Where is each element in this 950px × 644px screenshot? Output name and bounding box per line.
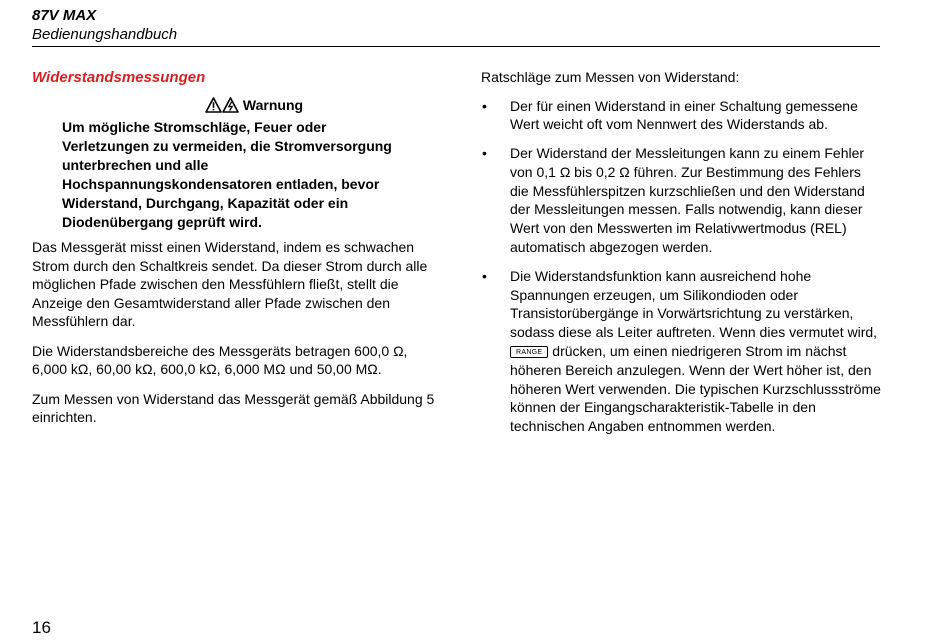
- list-item: [481, 97, 881, 135]
- left-column: [32, 68, 442, 438]
- page-header: [32, 6, 880, 44]
- tips-list: [481, 97, 881, 437]
- bullet: •: [482, 267, 487, 284]
- electric-shock-triangle-icon: [222, 97, 239, 113]
- tips-intro: Ratschläge zum Messen von Widerstand:: [481, 69, 740, 85]
- tip-text: Der für einen Widerstand in einer Schaltung gemessene Wert weicht oft vom Nennwert des Widerstands ab.: [510, 97, 858, 133]
- paragraph-ranges: Die Widerstandsbereiche des Messgeräts betragen 600,0 Ω, 6,000 kΩ, 60,00 kΩ, 600,0 kΩ, 6,000 MΩ und 50,00 MΩ.: [32, 342, 408, 377]
- warning-text: Um mögliche Stromschläge, Feuer oder Verletzungen zu vermeiden, die Stromversorgung unterbrechen und alle Hochspannungskondensatoren entladen, bevor Widerstand, Durchgang, Kapazität oder ein Diodenübergang geprüft wird.: [62, 119, 392, 230]
- header-divider: [32, 46, 880, 47]
- tip-text-before-key: Die Widerstandsfunktion kann ausreichend hohe Spannungen erzeugen, um Silikondioden oder Transistorübergänge in Vorwärtsrichtung zu verstärken, sodass diese als Leiter auftreten. Wenn dies vermutet wird,: [510, 267, 878, 341]
- range-key-icon: RANGE: [510, 346, 548, 358]
- warning-icons: [205, 97, 239, 113]
- list-item: [481, 144, 881, 257]
- bullet: •: [482, 145, 487, 162]
- model-title: 87V MAX: [32, 7, 97, 24]
- paragraph-setup: Zum Messen von Widerstand das Messgerät gemäß Abbildung 5 einrichten.: [32, 390, 435, 425]
- manual-title: Bedienungshandbuch: [32, 26, 178, 43]
- tip-text: Der Widerstand der Messleitungen kann zu einem Fehler von 0,1 Ω bis 0,2 Ω führen. Zur Bestimmung des Fehlers die Messfühlerspitzen kurzschließen und den Widerstand der Messleitungen messen. Falls notwendig, kann dieser Wert von den Messwerten im Relativwertmodus (REL) automatisch abgezogen werden.: [510, 145, 865, 256]
- paragraph-measurement-principle: Das Messgerät misst einen Widerstand, indem es schwachen Strom durch den Schaltkreis sendet. Da dieser Strom durch alle möglichen Pfade zwischen den Messfühlern fließt, stellt die Anzeige den Gesamtwiderstand aller Pfade zwischen den Messfühlern dar.: [32, 239, 428, 329]
- list-item: [481, 267, 881, 436]
- warning-label: Warnung: [242, 97, 304, 113]
- bullet: •: [482, 97, 487, 114]
- page-number: 16: [32, 618, 51, 637]
- warning-triangle-icon: [205, 97, 222, 113]
- tip-text-after-key: drücken, um einen niedrigeren Strom im nächst höheren Bereich anzulegen. Wenn der Wert höher ist, den höheren Wert verwenden. Die typischen Kurzschlussströme können der Eingangscharakteristik-Tabelle in den technischen Angaben entnommen werden.: [510, 343, 881, 435]
- section-heading: Widerstandsmessungen: [32, 69, 206, 86]
- right-column: [481, 68, 881, 446]
- warning-title-row: [32, 96, 442, 114]
